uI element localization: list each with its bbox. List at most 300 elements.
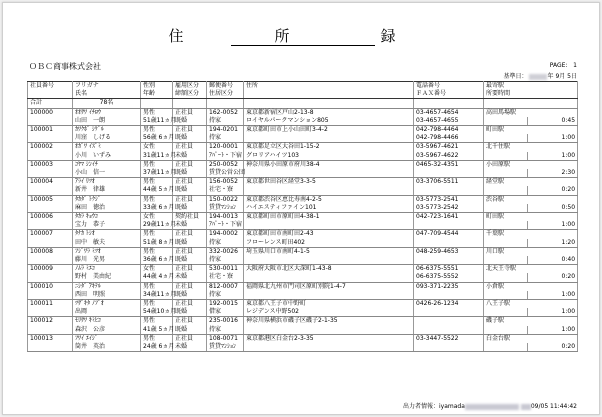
record-row-upper	[28, 160, 578, 169]
postal-code: 120-0001	[207, 143, 244, 152]
record-row-upper	[28, 213, 578, 222]
housing-type: ｱﾊﾟｰﾄ・下宿	[207, 152, 244, 161]
postal-code: 194-0201	[207, 126, 244, 135]
employment-type: 正社員	[173, 126, 207, 135]
employment-type: 契約社員	[173, 213, 207, 222]
address-line-1: 東京都世田谷区経堂3-3-5	[244, 178, 414, 187]
nearest-station: 渋谷駅	[484, 195, 578, 204]
address-line-2	[244, 326, 414, 335]
gender: 男性	[141, 317, 173, 326]
commute-time: 1:00	[528, 308, 578, 317]
age: 44歳 4ヵ月	[141, 273, 173, 282]
page-number: 1	[573, 62, 577, 69]
salary-class: 既婚	[173, 291, 207, 300]
output-label: 出力者情報：	[403, 403, 440, 410]
fax-number	[414, 186, 484, 195]
employment-type: 正社員	[173, 143, 207, 152]
age: 51歳 8ヵ月	[141, 239, 173, 248]
spacer	[484, 343, 528, 352]
employee-id: 100011	[28, 300, 73, 309]
employment-type: 正社員	[173, 334, 207, 343]
commute-time: 0:20	[528, 186, 578, 195]
housing-type: 持家	[207, 291, 244, 300]
col-header: 住所	[244, 82, 414, 91]
spacer	[484, 239, 528, 248]
base-date-suffix: 年 9月 5日	[547, 73, 577, 80]
page-label: PAGE:	[549, 62, 568, 69]
fax-number: 03-4657-4655	[414, 117, 484, 126]
record-row-upper	[28, 178, 578, 187]
phone-number: 0465-32-4351	[414, 160, 484, 169]
age: 56歳 6ヵ月	[141, 134, 173, 143]
company-name: ＯＢＣ商事株式会社	[29, 62, 101, 71]
phone-number	[414, 317, 484, 326]
spacer	[28, 152, 73, 161]
gender: 男性	[141, 160, 173, 169]
housing-type: 借家	[207, 308, 244, 317]
age: 36歳 6ヵ月	[141, 256, 173, 265]
record-row-lower	[28, 186, 578, 195]
salary-class: 既婚	[173, 204, 207, 213]
employee-id: 100001	[28, 126, 73, 135]
gender: 男性	[141, 247, 173, 256]
full-name: 小山 信一	[73, 169, 141, 178]
phone-number: 0426-26-1234	[414, 300, 484, 309]
record-row-lower	[28, 326, 578, 335]
full-name: 藤川 光男	[73, 256, 141, 265]
postal-code: 150-0022	[207, 195, 244, 204]
address-table	[27, 81, 578, 352]
full-name: 新井 律雄	[73, 186, 141, 195]
spacer	[28, 239, 73, 248]
postal-code: 812-0007	[207, 282, 244, 291]
phone-number: 03-4657-4654	[414, 108, 484, 117]
header-row-1	[28, 82, 578, 91]
commute-time: 0:20	[528, 343, 578, 352]
postal-code: 108-0071	[207, 334, 244, 343]
spacer	[484, 291, 528, 300]
spacer	[484, 186, 528, 195]
report-page	[2, 2, 600, 415]
employee-id: 100005	[28, 195, 73, 204]
address-line-1: 東京都港区白金台2-3-35	[244, 334, 414, 343]
spacer	[28, 169, 73, 178]
salary-class: 未婚	[173, 343, 207, 352]
commute-time: 1:00	[528, 326, 578, 335]
housing-type: 持家	[207, 256, 244, 265]
salary-class: 未婚	[173, 273, 207, 282]
redacted-year	[521, 404, 531, 410]
fax-number	[414, 291, 484, 300]
col-header: 郵便番号	[207, 82, 244, 91]
full-name: 宝力 恭子	[73, 221, 141, 230]
address-line-2	[244, 134, 414, 143]
gender: 男性	[141, 108, 173, 117]
fax-number: 06-6375-5552	[414, 273, 484, 282]
full-name: 野村 美由紀	[73, 273, 141, 282]
salary-class: 既婚	[173, 326, 207, 335]
record-row-upper	[28, 143, 578, 152]
fax-number	[414, 221, 484, 230]
spacer	[28, 308, 73, 317]
col-header	[28, 90, 73, 99]
salary-class: 既婚	[173, 134, 207, 143]
address-line-1: 東京都新宿区戸山2-13-8	[244, 108, 414, 117]
col-header: 年齢	[141, 90, 173, 99]
postal-code: 235-0016	[207, 317, 244, 326]
employment-type: 正社員	[173, 160, 207, 169]
address-line-1: 埼玉県川口市南町4-1-5	[244, 247, 414, 256]
salary-class: 未婚	[173, 221, 207, 230]
address-line-2: レジデンス中野502	[244, 308, 414, 317]
employment-type: 正社員	[173, 108, 207, 117]
address-line-1: 神奈川県横浜市磯子区磯子2-1-35	[244, 317, 414, 326]
address-line-1: 東京都町田市南町田2-43	[244, 230, 414, 239]
age: 24歳 6ヵ月	[141, 343, 173, 352]
postal-code: 162-0052	[207, 108, 244, 117]
furigana: ｺﾔﾏ ｼﾝｲﾁ	[73, 160, 141, 169]
spacer	[484, 221, 528, 230]
output-user: iyamada	[439, 403, 465, 410]
gender: 男性	[141, 195, 173, 204]
spacer	[28, 326, 73, 335]
spacer	[28, 117, 73, 126]
col-header: 性別	[141, 82, 173, 91]
postal-code: 192-0015	[207, 300, 244, 309]
record-row-upper	[28, 317, 578, 326]
employee-id: 100003	[28, 160, 73, 169]
phone-number: 03-3447-5522	[414, 334, 484, 343]
phone-number: 042-798-4464	[414, 126, 484, 135]
housing-type: 賃貸ﾏﾝｼｮﾝ	[207, 343, 244, 352]
age: 34歳11ヵ月	[141, 291, 173, 300]
fax-number	[414, 169, 484, 178]
fax-number: 042-798-4466	[414, 134, 484, 143]
col-header: 最寄駅	[484, 82, 578, 91]
record-row-lower	[28, 273, 578, 282]
nearest-station: 町田駅	[484, 213, 578, 222]
salary-class: 既婚	[173, 239, 207, 248]
age: 33歳 6ヵ月	[141, 204, 173, 213]
employment-type: 正社員	[173, 247, 207, 256]
address-line-2: ハイエスティファイン101	[244, 204, 414, 213]
furigana: ｵｶﾞﾜ ｲｽﾞﾐ	[73, 143, 141, 152]
spacer	[484, 152, 528, 161]
housing-type: 持家	[207, 117, 244, 126]
record-row-lower	[28, 169, 578, 178]
nearest-station: 小倉駅	[484, 282, 578, 291]
spacer	[28, 186, 73, 195]
redacted-email	[465, 404, 519, 410]
col-header: フリガナ	[73, 82, 141, 91]
record-row-lower	[28, 117, 578, 126]
age: 54歳10ヵ月	[141, 308, 173, 317]
output-datetime: 09/05 11:44:42	[530, 403, 577, 410]
employee-id: 100000	[28, 108, 73, 117]
record-row-upper	[28, 334, 578, 343]
phone-number: 06-6375-5551	[414, 265, 484, 274]
nearest-station: 千葉駅	[484, 230, 578, 239]
age: 44歳 5ヵ月	[141, 186, 173, 195]
full-name: 西田 明照	[73, 291, 141, 300]
nearest-station: 経堂駅	[484, 178, 578, 187]
address-line-2	[244, 291, 414, 300]
fax-number	[414, 343, 484, 352]
spacer	[28, 134, 73, 143]
nearest-station: 町田駅	[484, 126, 578, 135]
salary-class: 未婚	[173, 152, 207, 161]
furigana: ｵｵｻﾜ ｲﾁﾛｳ	[73, 108, 141, 117]
spacer	[484, 326, 528, 335]
commute-time: 1:00	[528, 221, 578, 230]
age: 51歳11ヵ月	[141, 117, 173, 126]
spacer	[484, 273, 528, 282]
full-name: 小川 いずみ	[73, 152, 141, 161]
phone-number: 042-723-1641	[414, 213, 484, 222]
salary-class: 既婚	[173, 169, 207, 178]
spacer	[484, 308, 528, 317]
full-name: 川窪 しげる	[73, 134, 141, 143]
spacer	[484, 117, 528, 126]
address-line-1: 東京都足立区大谷田1-15-2	[244, 143, 414, 152]
employment-type: 正社員	[173, 230, 207, 239]
employment-type: 正社員	[173, 282, 207, 291]
postal-code: 156-0052	[207, 178, 244, 187]
fax-number	[414, 239, 484, 248]
address-line-2	[244, 221, 414, 230]
postal-code: 194-0002	[207, 230, 244, 239]
spacer	[484, 134, 528, 143]
address-line-2	[244, 186, 414, 195]
base-date-label: 基準日：	[503, 73, 528, 80]
commute-time: 1:00	[528, 291, 578, 300]
address-line-1: 東京都渋谷区恵比寿南4-2-5	[244, 195, 414, 204]
gender: 男性	[141, 282, 173, 291]
employment-type: 正社員	[173, 265, 207, 274]
postal-code: 250-0052	[207, 160, 244, 169]
spacer	[28, 221, 73, 230]
employee-id: 100002	[28, 143, 73, 152]
employment-type: 正社員	[173, 195, 207, 204]
report-title: 住 所 録	[168, 27, 434, 45]
address-line-2	[244, 343, 414, 352]
employee-id: 100013	[28, 334, 73, 343]
record-row-upper	[28, 230, 578, 239]
report-meta	[504, 60, 577, 82]
full-name: 山田 一朗	[73, 117, 141, 126]
spacer	[484, 204, 528, 213]
fax-number: 03-5773-2542	[414, 204, 484, 213]
record-row-lower	[28, 204, 578, 213]
address-line-2: グロリアハイツ103	[244, 152, 414, 161]
phone-number: 03-5773-2541	[414, 195, 484, 204]
record-row-upper	[28, 126, 578, 135]
furigana: ｶﾜｸﾎﾞ ｼｹﾞﾙ	[73, 126, 141, 135]
commute-time: 1:20	[528, 239, 578, 248]
address-line-1: 神奈川県小田原市府川38-4	[244, 160, 414, 169]
fax-number	[414, 256, 484, 265]
housing-type: ｱﾊﾟｰﾄ・下宿	[207, 221, 244, 230]
address-line-1: 東京都八王子市中野町	[244, 300, 414, 309]
gender: 男性	[141, 334, 173, 343]
record-row-lower	[28, 256, 578, 265]
gender: 男性	[141, 230, 173, 239]
col-header: ＦＡＸ番号	[414, 90, 484, 99]
col-header: 社員番号	[28, 82, 73, 91]
employment-type: 正社員	[173, 317, 207, 326]
fax-number	[414, 308, 484, 317]
record-row-lower	[28, 239, 578, 248]
record-row-lower	[28, 152, 578, 161]
fax-number: 03-5967-4622	[414, 152, 484, 161]
employee-id: 100008	[28, 247, 73, 256]
furigana: ﾆｼﾀﾞ ｱｷﾃﾙ	[73, 282, 141, 291]
phone-number: 093-371-2235	[414, 282, 484, 291]
full-name: 森沢 公彦	[73, 326, 141, 335]
furigana: ﾉﾑﾗ ﾐｴｺ	[73, 265, 141, 274]
record-row-upper	[28, 300, 578, 309]
housing-type: 持家	[207, 326, 244, 335]
housing-type: 賃貸ﾏﾝｼｮﾝ	[207, 204, 244, 213]
address-line-1: 大阪府大阪市北区大深町1-43-8	[244, 265, 414, 274]
phone-number: 03-5967-4621	[414, 143, 484, 152]
col-header: 電話番号	[414, 82, 484, 91]
col-header: 雇用区分	[173, 82, 207, 91]
address-line-2	[244, 273, 414, 282]
commute-time: 0:20	[528, 273, 578, 282]
spacer	[28, 256, 73, 265]
total-row	[28, 99, 578, 108]
phone-number: 03-3706-5511	[414, 178, 484, 187]
furigana: ｱﾗｲ ﾘﾂｵ	[73, 178, 141, 187]
address-line-1: 東京都町田市原町田4-38-1	[244, 213, 414, 222]
col-header: 所要時間	[484, 90, 578, 99]
address-line-2	[244, 169, 414, 178]
phone-number: 048-259-4653	[414, 247, 484, 256]
redacted-year	[529, 74, 547, 80]
address-line-2: ロイヤルパークマンション805	[244, 117, 414, 126]
fax-number	[414, 326, 484, 335]
age: 29歳11ヵ月	[141, 221, 173, 230]
commute-time: 0:40	[528, 256, 578, 265]
employee-id: 100006	[28, 213, 73, 222]
employee-id: 100004	[28, 178, 73, 187]
commute-time: 0:45	[528, 117, 578, 126]
col-header: 締額区分	[173, 90, 207, 99]
record-row-upper	[28, 282, 578, 291]
spacer	[28, 291, 73, 300]
gender: 男性	[141, 178, 173, 187]
header-row-2	[28, 90, 578, 99]
furigana: ﾌｼﾞﾜﾗ ﾐﾂｵ	[73, 247, 141, 256]
address-line-2: フローレンス町田402	[244, 239, 414, 248]
furigana: ﾂｻﾞｷﾀ ﾉﾌﾞｵ	[73, 300, 141, 309]
employee-id: 100009	[28, 265, 73, 274]
employment-type: 正社員	[173, 300, 207, 309]
nearest-station: 白金台駅	[484, 334, 578, 343]
salary-class: 既婚	[173, 308, 207, 317]
commute-time: 1:00	[528, 134, 578, 143]
furigana: ﾌﾜｲ ｴｲｼﾞ	[73, 334, 141, 343]
col-header: 住居区分	[207, 90, 244, 99]
postal-code: 194-0013	[207, 213, 244, 222]
nearest-station: 磯子駅	[484, 317, 578, 326]
record-row-lower	[28, 134, 578, 143]
spacer	[484, 169, 528, 178]
nearest-station: 高田馬場駅	[484, 108, 578, 117]
salary-class: 既婚	[173, 186, 207, 195]
gender: 女性	[141, 143, 173, 152]
postal-code: 332-0026	[207, 247, 244, 256]
full-name: 筒井 英治	[73, 343, 141, 352]
age: 31歳11ヵ月	[141, 152, 173, 161]
gender: 男性	[141, 126, 173, 135]
nearest-station: 小田原駅	[484, 160, 578, 169]
output-info	[403, 401, 577, 410]
spacer	[484, 256, 528, 265]
gender: 女性	[141, 213, 173, 222]
furigana: ﾀｶﾀﾞ ﾄｸｼﾞ	[73, 195, 141, 204]
employee-id: 100010	[28, 282, 73, 291]
full-name: 麻田 徳治	[73, 204, 141, 213]
record-row-lower	[28, 291, 578, 300]
record-row-upper	[28, 108, 578, 117]
housing-type: 持家	[207, 239, 244, 248]
nearest-station: 北天王寺駅	[484, 265, 578, 274]
housing-type: 社宅・寮	[207, 186, 244, 195]
title-underline	[231, 45, 375, 46]
salary-class: 既婚	[173, 117, 207, 126]
total-count: 78名	[73, 99, 141, 108]
age: 41歳 5ヵ月	[141, 326, 173, 335]
commute-time: 0:50	[528, 204, 578, 213]
col-header	[244, 90, 414, 99]
employment-type: 正社員	[173, 178, 207, 187]
spacer	[28, 343, 73, 352]
furigana: ﾀｶﾗ ｷｮｳｺ	[73, 213, 141, 222]
record-row-upper	[28, 247, 578, 256]
record-row-lower	[28, 343, 578, 352]
spacer	[28, 273, 73, 282]
record-row-lower	[28, 221, 578, 230]
furigana: ﾓﾘｻﾜ ｷﾐﾋｺ	[73, 317, 141, 326]
address-line-2	[244, 256, 414, 265]
gender: 女性	[141, 265, 173, 274]
full-name: 出岡	[73, 308, 141, 317]
housing-type: 賃貸公営公団	[207, 169, 244, 178]
commute-time: 1:00	[528, 152, 578, 161]
age: 37歳11ヵ月	[141, 169, 173, 178]
record-row-lower	[28, 308, 578, 317]
phone-number: 047-709-4544	[414, 230, 484, 239]
furigana: ﾀﾅｶ ﾄｼｵ	[73, 230, 141, 239]
spacer	[28, 204, 73, 213]
nearest-station: 八王子駅	[484, 300, 578, 309]
nearest-station: 北千住駅	[484, 143, 578, 152]
nearest-station: 川口駅	[484, 247, 578, 256]
full-name: 田中 敏夫	[73, 239, 141, 248]
postal-code: 530-0011	[207, 265, 244, 274]
employee-id: 100012	[28, 317, 73, 326]
commute-time: 2:30	[528, 169, 578, 178]
record-row-upper	[28, 195, 578, 204]
employee-id: 100007	[28, 230, 73, 239]
salary-class: 既婚	[173, 256, 207, 265]
total-label: 合計	[28, 99, 73, 108]
address-line-1: 福岡県北九州市門司区原町別院1-4-7	[244, 282, 414, 291]
housing-type: 持家	[207, 134, 244, 143]
housing-type: 社宅・寮	[207, 273, 244, 282]
